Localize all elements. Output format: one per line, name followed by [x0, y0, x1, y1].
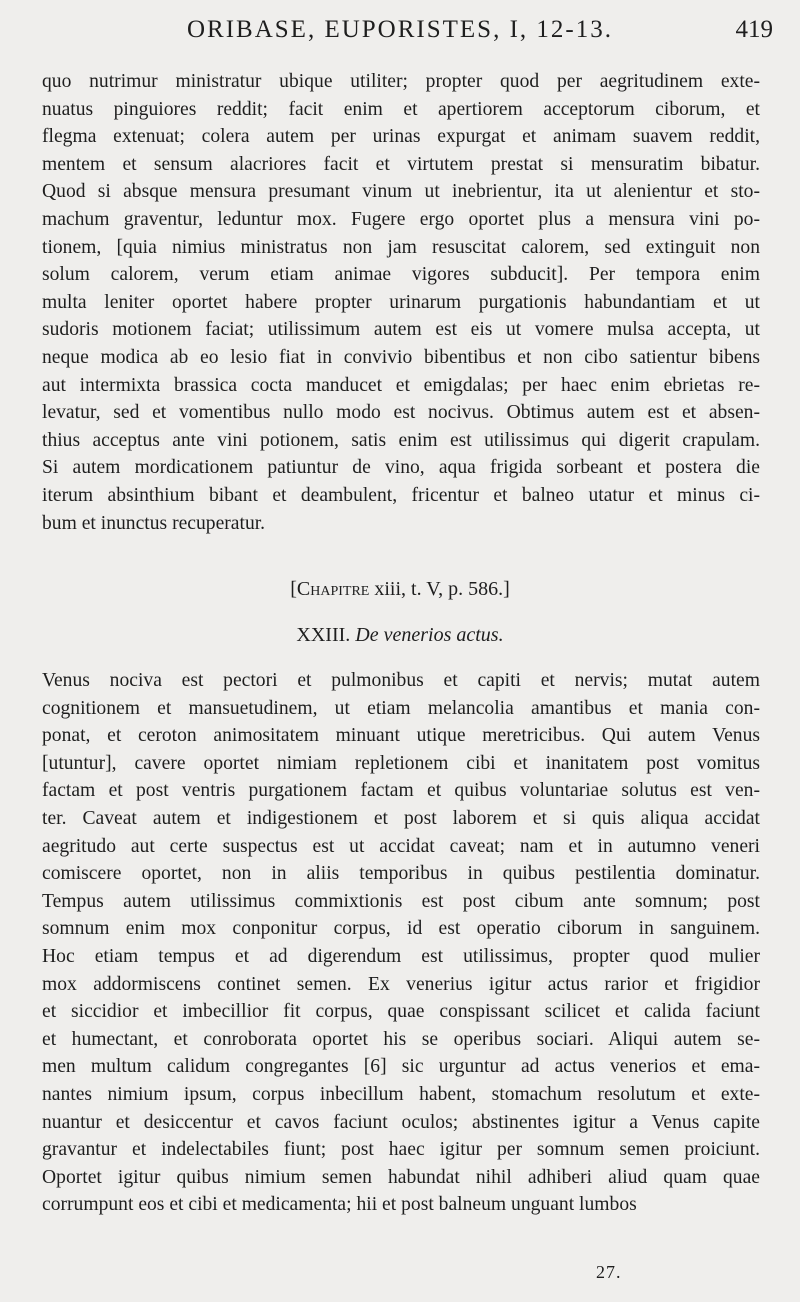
text-line: bum et inunctus recuperatur.	[42, 512, 266, 534]
page-number: 419	[735, 16, 773, 43]
text-line: factam et post ventris purgationem factam et quibus voluntariae solutus est ven-	[42, 780, 760, 802]
chapter-reference: [Chapitre xiii, t. V, p. 586.]	[290, 578, 510, 600]
text-line: somnum enim mox conponitur corpus, id est operatio ciborum in sanguinem.	[42, 918, 760, 940]
text-line: Tempus autem utilissimus commixtionis est post cibum ante somnum; post	[42, 890, 760, 912]
text-line: ponat, et ceroton animositatem minuant utique meretricibus. Qui autem Venus	[42, 725, 760, 747]
text-line: thius acceptus ante vini potionem, satis enim est utilissimus qui digerit crapulam.	[42, 429, 760, 451]
text-line: Quod si absque mensura presumant vinum ut inebrientur, ita ut alenientur et sto-	[42, 181, 760, 203]
paragraph-latin-wine	[42, 68, 760, 537]
text-line: comiscere oportet, non in aliis temporibus in quibus pestilentia dominatur.	[42, 863, 760, 885]
text-line: quo nutrimur ministratur ubique utiliter; propter quod per aegritudinem exte-	[42, 71, 760, 92]
running-title: ORIBASE, EUPORISTES, I, 12-13.	[187, 16, 613, 43]
chapter-label: Chapitre	[296, 578, 370, 600]
text-line: multa leniter oportet habere propter urinarum purgationis habundantiam et ut	[42, 291, 760, 313]
running-head	[0, 16, 800, 56]
text-line: Si autem mordicationem patiuntur de vino, aqua frigida sorbeant et postera die	[42, 457, 760, 479]
text-line: et humectant, et conroborata oportet his se operibus sociari. Aliqui autem se-	[42, 1028, 760, 1050]
text-line: ter. Caveat autem et indigestionem et post laborem et si quis aliqua accidat	[42, 807, 760, 829]
text-line: neque modica ab eo lesio fiat in convivio bibentibus et non cibo satientur bibens	[42, 346, 760, 368]
text-line: sudoris motionem faciat; utilissimum autem est eis ut vomere mulsa accepta, ut	[42, 319, 760, 341]
text-line: nantes nimium ipsum, corpus inbecillum habent, stomachum resolutum et exte-	[42, 1083, 760, 1105]
text-line: machum graventur, leduntur mox. Fugere ergo oportet plus a mensura vini po-	[42, 208, 760, 230]
text-line: Hoc etiam tempus et ad digerendum est utilissimus, propter quod mulier	[42, 945, 760, 967]
text-line: men multum calidum congregantes [6] sic urguntur ad actus venerios et ema-	[42, 1056, 760, 1078]
text-line: aegritudo aut certe suspectus est ut accidat caveat; nam et in autumno veneri	[42, 835, 760, 857]
text-line: [utuntur], cavere oportet nimiam repletionem cibi et inanitatem post vomitus	[42, 752, 760, 774]
text-line: gravantur et indelectabiles fiunt; post haec igitur per somnum semen proiciunt.	[42, 1139, 760, 1161]
text-line: aut intermixta brassica cocta manducet et emigdalas; per haec enim ebrietas re-	[42, 374, 760, 396]
text-line: flegma extenuat; colera autem per urinas expurgat et animam suavem reddit,	[42, 126, 760, 148]
text-line: tionem, [quia nimius ministratus non jam resuscitat calorem, sed extinguit non	[42, 236, 760, 258]
text-line: iterum absinthium bibant et deambulent, fricentur et balneo utatur et minus ci-	[42, 484, 760, 506]
section-heading	[0, 624, 800, 647]
text-line: nuantur et desiccentur et cavos faciunt oculos; abstinentes igitur a Venus capite	[42, 1111, 760, 1133]
text-line: Venus nociva est pectori et pulmonibus et capiti et nervis; mutat autem	[42, 670, 760, 691]
signature-mark: 27.	[596, 1262, 622, 1282]
section-number: XXIII.	[296, 624, 351, 646]
section-title: De venerios actus.	[355, 624, 504, 646]
text-line: Oportet igitur quibus nimium semen habundat nihil adhiberi aliud quam quae	[42, 1166, 760, 1188]
paragraph-latin-venus	[42, 667, 760, 1219]
text-line: solum calorem, verum etiam animae vigores subducit]. Per tempora enim	[42, 264, 760, 286]
text-line: levatur, sed et vomentibus nullo modo est nocivus. Obtimus autem est et absen-	[42, 402, 760, 424]
text-line: corrumpunt eos et cibi et medicamenta; hii et post balneum unguant lumbos	[42, 1194, 637, 1216]
text-line: mox addormiscens continet semen. Ex venerius igitur actus rarior et frigidior	[42, 973, 760, 995]
text-line: cognitionem et mansuetudinem, ut etiam melancolia amantibus et mania con-	[42, 697, 760, 719]
text-line: mentem et sensum alacriores facit et virtutem prestat si mensuratim bibatur.	[42, 153, 760, 175]
chapter-details: xiii, t. V, p. 586.	[374, 578, 504, 600]
text-line: nuatus pinguiores reddit; facit enim et apertiorem acceptorum ciborum, et	[42, 98, 760, 120]
text-line: et siccidior et imbecillior fit corpus, quae conspissant scilicet et calida faciunt	[42, 1001, 760, 1023]
